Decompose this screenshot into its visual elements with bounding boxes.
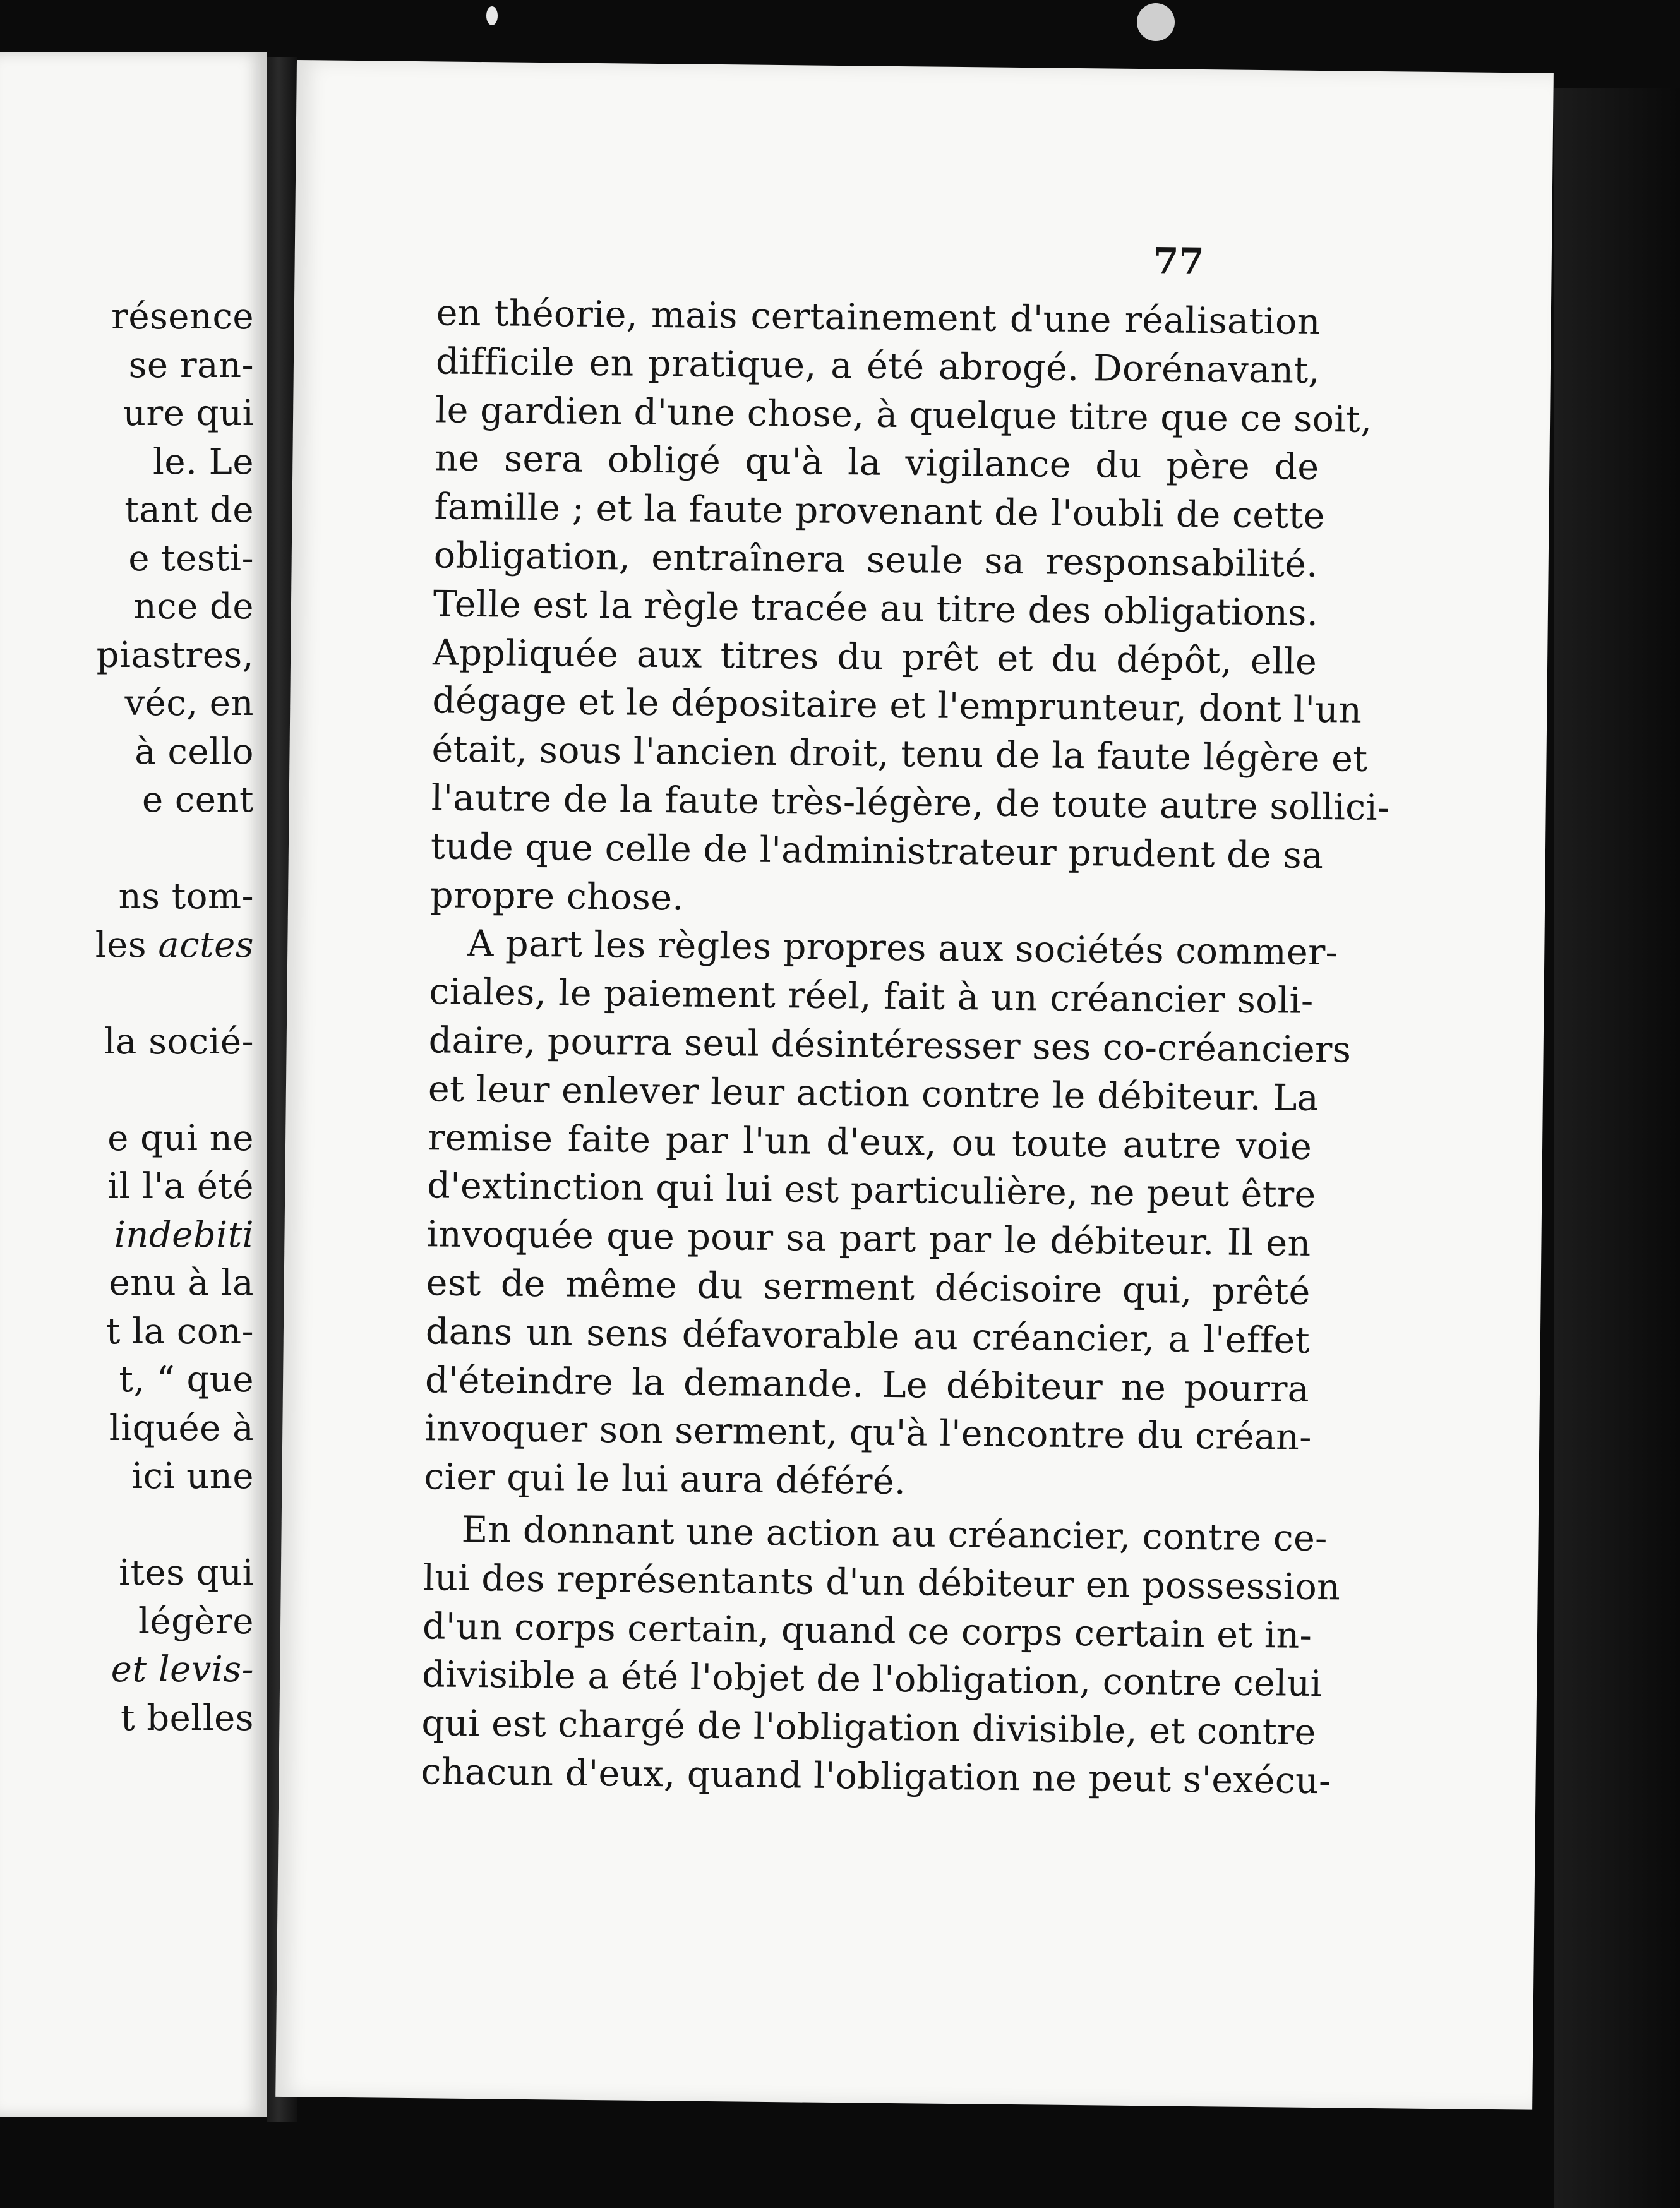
text-line: chacun d'eux, quand l'obligation ne peut s'exécu- <box>421 1751 1332 1803</box>
left-page-line <box>0 1211 259 1260</box>
left-page-line <box>0 1405 259 1453</box>
text-line: Appliquée aux titres du prêt et du dépôt, elle <box>432 631 1317 683</box>
left-line-text: ure qui <box>123 393 254 434</box>
left-line-text: résence <box>111 296 254 337</box>
left-page-line <box>0 1549 259 1598</box>
left-line-text: ici une <box>131 1456 254 1497</box>
left-page-line <box>0 1356 259 1405</box>
left-page-line <box>0 728 259 777</box>
left-line-text: enu à la <box>109 1263 254 1304</box>
text-line: famille ; et la faute provenant de l'oubli de cette <box>434 486 1326 537</box>
left-line-italic: et levis- <box>111 1649 254 1690</box>
text-line: dégage et le dépositaire et l'emprunteur, dont l'un <box>432 680 1362 732</box>
text-line: ne sera obligé qu'à la vigilance du père de <box>435 437 1319 489</box>
left-page-line <box>0 583 259 632</box>
left-facing-page <box>0 52 267 2117</box>
left-line-text: véc, en <box>124 683 254 724</box>
text-line: d'un corps certain, quand ce corps certain et in- <box>422 1605 1312 1657</box>
left-line-text: piastres, <box>96 634 254 676</box>
left-page-line <box>0 1066 259 1115</box>
left-page-line <box>0 1308 259 1357</box>
left-page-line <box>0 1115 259 1163</box>
text-line: d'éteindre la demande. Le débiteur ne pourra <box>424 1359 1310 1410</box>
left-line-italic: actes <box>158 924 254 966</box>
text-line: En donnant une action au créancier, contre ce- <box>461 1508 1328 1560</box>
text-line: A part les règles propres aux sociétés commer- <box>467 923 1338 974</box>
scan-speck <box>486 6 498 25</box>
text-line: invoquer son serment, qu'à l'encontre du créan- <box>424 1407 1312 1459</box>
page-edge-shadow <box>1554 88 1680 2208</box>
text-line: obligation, entraînera seule sa responsabilité. <box>433 534 1319 585</box>
left-page-line <box>0 1646 259 1695</box>
left-page-line <box>0 293 259 342</box>
left-line-italic: indebiti <box>114 1214 254 1256</box>
left-line-text: e qui ne <box>107 1117 254 1159</box>
text-line: était, sous l'ancien droit, tenu de la faute légère et <box>431 728 1368 780</box>
left-line-text: e testi- <box>128 537 254 579</box>
text-line: difficile en pratique, a été abrogé. Dorénavant, <box>435 340 1321 392</box>
left-line-text: ns tom- <box>118 876 254 917</box>
text-line: dans un sens défavorable au créancier, a l'effet <box>425 1310 1311 1362</box>
left-line-text: t la con- <box>106 1311 254 1352</box>
left-line-text: e cent <box>141 779 254 820</box>
text-line: l'autre de la faute très-légère, de toute autre sollici- <box>431 777 1390 829</box>
left-line-text: se ran- <box>128 344 254 386</box>
text-line: et leur enlever leur action contre le débiteur. La <box>428 1068 1319 1119</box>
left-page-line <box>0 486 259 535</box>
left-line-text: nce de <box>133 586 254 627</box>
text-line: daire, pourra seul désintéresser ses co-créanciers <box>428 1019 1352 1071</box>
right-page <box>275 60 1554 2110</box>
text-line: d'extinction qui lui est particulière, ne peut être <box>426 1165 1316 1216</box>
left-page-line <box>0 921 259 970</box>
left-line-text: ites qui <box>119 1552 254 1593</box>
scan-top-margin <box>0 0 1680 57</box>
left-line-text: les <box>95 924 159 966</box>
left-line-text: tant de <box>124 489 254 531</box>
left-line-text: t, “ que <box>119 1359 254 1400</box>
left-page-line <box>0 1453 259 1501</box>
text-line: invoquée que pour sa part par le débiteur. Il en <box>426 1213 1311 1265</box>
left-page-line <box>0 1501 259 1550</box>
left-line-text: le. Le <box>153 441 254 483</box>
left-page-line <box>0 680 259 728</box>
left-page-line <box>0 632 259 680</box>
left-page-line <box>0 390 259 438</box>
left-page-line <box>0 1695 259 1743</box>
text-line: cier qui le lui aura déféré. <box>424 1456 906 1503</box>
left-line-text: t belles <box>121 1697 254 1739</box>
left-page-line <box>0 1259 259 1308</box>
left-page-line <box>0 825 259 873</box>
page-number: 77 <box>1153 239 1205 284</box>
text-line: lui des représentants d'un débiteur en possession <box>423 1556 1341 1609</box>
text-line: Telle est la règle tracée au titre des obligations. <box>433 583 1319 634</box>
left-page-line <box>0 438 259 487</box>
left-line-text: liquée à <box>109 1407 254 1449</box>
text-line: est de même du serment décisoire qui, prêté <box>426 1262 1311 1313</box>
left-page-text <box>0 293 259 1743</box>
text-line: divisible a été l'objet de l'obligation, contre celui <box>421 1653 1323 1705</box>
left-page-line <box>0 873 259 921</box>
text-line: ciales, le paiement réel, fait à un créancier soli- <box>429 971 1314 1023</box>
left-line-text: à cello <box>135 731 254 772</box>
left-page-line <box>0 535 259 584</box>
text-line: tude que celle de l'administrateur prudent de sa <box>430 825 1324 877</box>
left-page-line <box>0 342 259 390</box>
left-page-line <box>0 969 259 1018</box>
text-line: qui est chargé de l'obligation divisible, et contre <box>421 1702 1316 1754</box>
left-page-line <box>0 1598 259 1647</box>
right-page-text <box>421 289 1390 1805</box>
text-line: le gardien d'une chose, à quelque titre que ce soit, <box>435 388 1372 441</box>
text-line: remise faite par l'un d'eux, ou toute autre voie <box>427 1116 1312 1168</box>
scan-speck <box>1137 3 1175 41</box>
left-line-text: légère <box>138 1600 254 1642</box>
left-page-line <box>0 1163 259 1211</box>
left-line-text: il l'a été <box>107 1166 254 1207</box>
text-line: en théorie, mais certainement d'une réalisation <box>436 292 1321 343</box>
text-line: propre chose. <box>429 873 685 919</box>
left-line-text: la socié- <box>104 1021 254 1062</box>
left-page-line <box>0 1018 259 1067</box>
left-page-line <box>0 776 259 825</box>
